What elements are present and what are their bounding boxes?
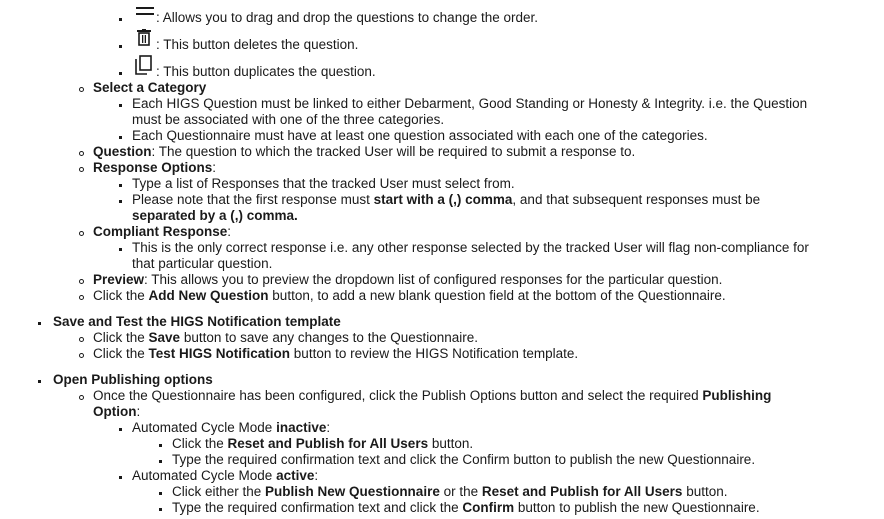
colon: : bbox=[227, 224, 232, 239]
list-bullet bbox=[38, 322, 41, 325]
list-bullet bbox=[79, 295, 84, 300]
emphasis: Add New Question bbox=[148, 288, 269, 303]
text: Click the bbox=[93, 288, 149, 303]
category-item-1-line-1: Each HIGS Question must be linked to either Debarment, Good Standing or Honesty & Integrity. i.e. the Question bbox=[132, 96, 808, 111]
list-bullet bbox=[79, 231, 84, 236]
response-options-label: Response Options bbox=[93, 160, 213, 175]
list-bullet bbox=[119, 200, 122, 203]
emphasis: Confirm bbox=[462, 500, 515, 515]
list-bullet bbox=[38, 380, 41, 383]
emphasis: Option bbox=[93, 404, 137, 419]
text: button. bbox=[682, 484, 728, 499]
colon: : bbox=[314, 468, 319, 483]
inactive-mode-line bbox=[132, 420, 330, 436]
response-item-1: Type a list of Responses that the tracked User must select from. bbox=[132, 176, 515, 191]
text: , and that subsequent responses must be bbox=[512, 192, 761, 207]
save-test-heading: Save and Test the HIGS Notification template bbox=[53, 314, 341, 329]
text: Click the bbox=[93, 346, 149, 361]
colon: : bbox=[326, 420, 331, 435]
question-line bbox=[93, 144, 635, 160]
emphasis: start with a (,) comma bbox=[373, 192, 513, 207]
list-bullet bbox=[119, 104, 122, 107]
colon: : bbox=[212, 160, 217, 175]
text: button, to add a new blank question field at the bottom of the Questionnaire. bbox=[268, 288, 726, 303]
category-item-1-line-2: must be associated with one of the three categories. bbox=[132, 112, 445, 127]
question-text: : The question to which the tracked User will be required to submit a response to. bbox=[151, 144, 636, 159]
list-bullet bbox=[119, 136, 122, 139]
active-item-2 bbox=[172, 500, 760, 516]
text: Automated Cycle Mode bbox=[132, 468, 277, 483]
emphasis: active bbox=[276, 468, 315, 483]
list-bullet bbox=[79, 279, 84, 284]
list-bullet bbox=[79, 395, 84, 400]
list-bullet bbox=[119, 45, 122, 48]
compliant-response-line bbox=[93, 224, 231, 240]
emphasis: Test HIGS Notification bbox=[148, 346, 291, 361]
list-bullet bbox=[159, 460, 162, 463]
preview-label: Preview bbox=[93, 272, 145, 287]
emphasis: Reset and Publish for All Users bbox=[227, 436, 429, 451]
list-bullet bbox=[159, 492, 162, 495]
trash-icon bbox=[137, 29, 151, 46]
active-mode-line bbox=[132, 468, 318, 484]
list-bullet bbox=[159, 508, 162, 511]
emphasis: Publishing bbox=[702, 388, 772, 403]
colon: : bbox=[136, 404, 141, 419]
inactive-item-2: Type the required confirmation text and click the Confirm button to publish the new Questionnaire. bbox=[172, 452, 756, 467]
drag-description: : Allows you to drag and drop the questions to change the order. bbox=[156, 10, 539, 25]
text: button to review the HIGS Notification template. bbox=[290, 346, 579, 361]
publishing-intro-line-1 bbox=[93, 388, 771, 404]
text: button to publish the new Questionnaire. bbox=[514, 500, 760, 515]
response-options-line bbox=[93, 160, 216, 176]
preview-line bbox=[93, 272, 722, 288]
compliant-item-line-2: that particular question. bbox=[132, 256, 273, 271]
drag-handle-icon bbox=[136, 6, 154, 16]
text: Click the bbox=[172, 436, 228, 451]
select-category-heading: Select a Category bbox=[93, 80, 207, 95]
preview-text: : This allows you to preview the dropdown list of configured responses for the particular question. bbox=[144, 272, 723, 287]
compliant-response-label: Compliant Response bbox=[93, 224, 228, 239]
list-bullet bbox=[79, 353, 84, 358]
inactive-item-1 bbox=[172, 436, 473, 452]
duplicate-icon bbox=[135, 55, 153, 75]
active-item-1 bbox=[172, 484, 727, 500]
text: button to save any changes to the Questionnaire. bbox=[180, 330, 479, 345]
response-item-2-line-2: separated by a (,) comma. bbox=[132, 208, 298, 223]
publishing-intro-line-2 bbox=[93, 404, 140, 420]
list-bullet bbox=[119, 248, 122, 251]
list-bullet bbox=[79, 87, 84, 92]
compliant-item-line-1: This is the only correct response i.e. any other response selected by the tracked User will flag non-compliance for bbox=[132, 240, 809, 255]
list-bullet bbox=[119, 428, 122, 431]
text: Once the Questionnaire has been configured, click the Publish Options button and select the required bbox=[93, 388, 703, 403]
publishing-heading: Open Publishing options bbox=[53, 372, 213, 387]
category-item-2: Each Questionnaire must have at least one question associated with each one of the categories. bbox=[132, 128, 708, 143]
text: Please note that the first response must bbox=[132, 192, 374, 207]
emphasis: Reset and Publish for All Users bbox=[481, 484, 683, 499]
save-item bbox=[93, 330, 478, 346]
list-bullet bbox=[119, 18, 122, 21]
test-item bbox=[93, 346, 578, 362]
list-bullet bbox=[119, 72, 122, 75]
text: Click either the bbox=[172, 484, 266, 499]
text: button. bbox=[428, 436, 474, 451]
emphasis: Publish New Questionnaire bbox=[265, 484, 440, 499]
emphasis: Save bbox=[148, 330, 181, 345]
question-label: Question bbox=[93, 144, 152, 159]
text: or the bbox=[439, 484, 482, 499]
list-bullet bbox=[119, 476, 122, 479]
text: Click the bbox=[93, 330, 149, 345]
duplicate-description: : This button duplicates the question. bbox=[156, 64, 376, 79]
text: Automated Cycle Mode bbox=[132, 420, 277, 435]
list-bullet bbox=[79, 151, 84, 156]
emphasis: inactive bbox=[276, 420, 327, 435]
list-bullet bbox=[79, 167, 84, 172]
response-item-2-line-1 bbox=[132, 192, 760, 208]
text: Type the required confirmation text and click the bbox=[172, 500, 463, 515]
list-bullet bbox=[119, 184, 122, 187]
add-new-question-line bbox=[93, 288, 726, 304]
delete-description: : This button deletes the question. bbox=[156, 37, 359, 52]
list-bullet bbox=[79, 337, 84, 342]
list-bullet bbox=[159, 444, 162, 447]
